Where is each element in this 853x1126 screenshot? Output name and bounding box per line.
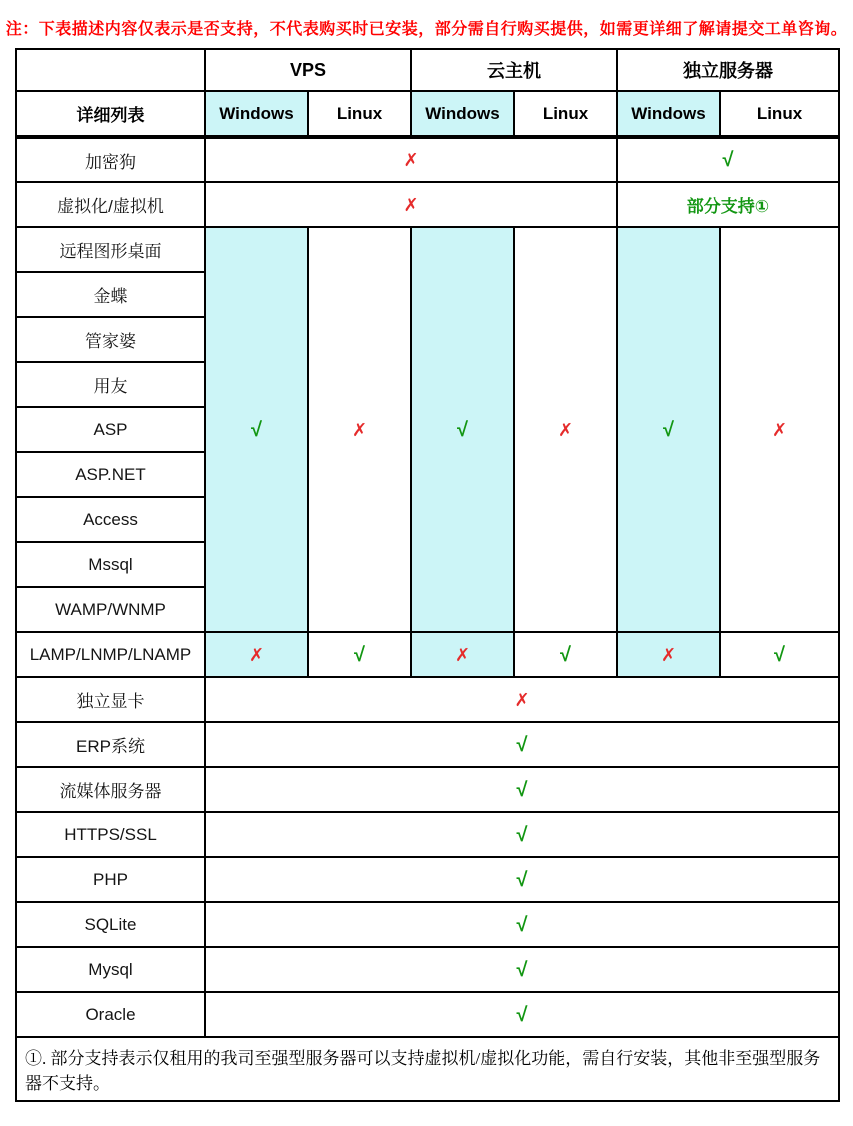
support-mark-no: ✗: [205, 137, 617, 182]
row-label: 独立显卡: [16, 677, 205, 722]
support-mark-no: ✗: [205, 632, 308, 677]
top-warning-note: 注：下表描述内容仅表示是否支持，不代表购买时已安装，部分需自行购买提供，如需更详细了解请提交工单咨询。: [5, 21, 848, 38]
table-row-mysql: [16, 947, 839, 992]
table-row-php: [16, 857, 839, 902]
row-label: Oracle: [16, 992, 205, 1037]
row-label: LAMP/LNMP/LNAMP: [16, 632, 205, 677]
table-row-erp: [16, 722, 839, 767]
support-mark-no: ✗: [205, 677, 839, 722]
support-mark-yes: √: [205, 857, 839, 902]
row-label: 管家婆: [16, 317, 205, 362]
row-label: 金蝶: [16, 272, 205, 317]
os-header-vps-linux: Linux: [308, 91, 411, 137]
table-row-oracle: [16, 992, 839, 1037]
row-label: ASP: [16, 407, 205, 452]
support-mark-no: ✗: [205, 182, 617, 227]
support-mark-yes: √: [205, 722, 839, 767]
partial-support-text: 部分支持①: [617, 182, 839, 227]
footnote-text: ①. 部分支持表示仅租用的我司至强型服务器可以支持虚拟机/虚拟化功能，需自行安装，其他非至强型服务器不支持。: [16, 1037, 839, 1101]
support-mark-no: ✗: [617, 632, 720, 677]
row-label: WAMP/WNMP: [16, 587, 205, 632]
table-row-remote-desktop: [16, 227, 839, 272]
os-header-dedicated-linux: Linux: [720, 91, 839, 137]
detail-list-header: 详细列表: [16, 91, 205, 137]
row-label: ASP.NET: [16, 452, 205, 497]
group-header-cloud: 云主机: [411, 49, 617, 91]
support-mark-no: ✗: [411, 632, 514, 677]
support-table: [15, 48, 840, 1102]
merged-mark-cloud-windows: √: [411, 227, 514, 632]
footnote-row: [16, 1037, 839, 1101]
table-row-dongle: [16, 137, 839, 182]
table-row-gpu: [16, 677, 839, 722]
os-header-cloud-linux: Linux: [514, 91, 617, 137]
row-label: SQLite: [16, 902, 205, 947]
table-row-lamp: [16, 632, 839, 677]
row-label: 虚拟化/虚拟机: [16, 182, 205, 227]
row-label: Access: [16, 497, 205, 542]
row-label: HTTPS/SSL: [16, 812, 205, 857]
support-mark-yes: √: [205, 812, 839, 857]
support-mark-yes: √: [205, 902, 839, 947]
table-row-streaming: [16, 767, 839, 812]
row-label: 流媒体服务器: [16, 767, 205, 812]
merged-mark-dedicated-windows: √: [617, 227, 720, 632]
support-mark-yes: √: [308, 632, 411, 677]
row-label: PHP: [16, 857, 205, 902]
row-label: 远程图形桌面: [16, 227, 205, 272]
header-row-groups: [16, 49, 839, 91]
os-header-cloud-windows: Windows: [411, 91, 514, 137]
os-header-dedicated-windows: Windows: [617, 91, 720, 137]
support-mark-yes: √: [205, 767, 839, 812]
support-mark-yes: √: [205, 947, 839, 992]
row-label: Mssql: [16, 542, 205, 587]
merged-mark-dedicated-linux: ✗: [720, 227, 839, 632]
header-row-os: [16, 91, 839, 137]
row-label: ERP系统: [16, 722, 205, 767]
row-label: 加密狗: [16, 137, 205, 182]
support-mark-yes: √: [720, 632, 839, 677]
support-mark-yes: √: [205, 992, 839, 1037]
group-header-vps: VPS: [205, 49, 411, 91]
merged-mark-vps-linux: ✗: [308, 227, 411, 632]
merged-mark-vps-windows: √: [205, 227, 308, 632]
group-header-dedicated: 独立服务器: [617, 49, 839, 91]
table-row-virtualization: [16, 182, 839, 227]
table-row-https: [16, 812, 839, 857]
merged-mark-cloud-linux: ✗: [514, 227, 617, 632]
row-label: Mysql: [16, 947, 205, 992]
corner-cell: [16, 49, 205, 91]
support-mark-yes: √: [617, 137, 839, 182]
table-row-sqlite: [16, 902, 839, 947]
support-mark-yes: √: [514, 632, 617, 677]
row-label: 用友: [16, 362, 205, 407]
os-header-vps-windows: Windows: [205, 91, 308, 137]
